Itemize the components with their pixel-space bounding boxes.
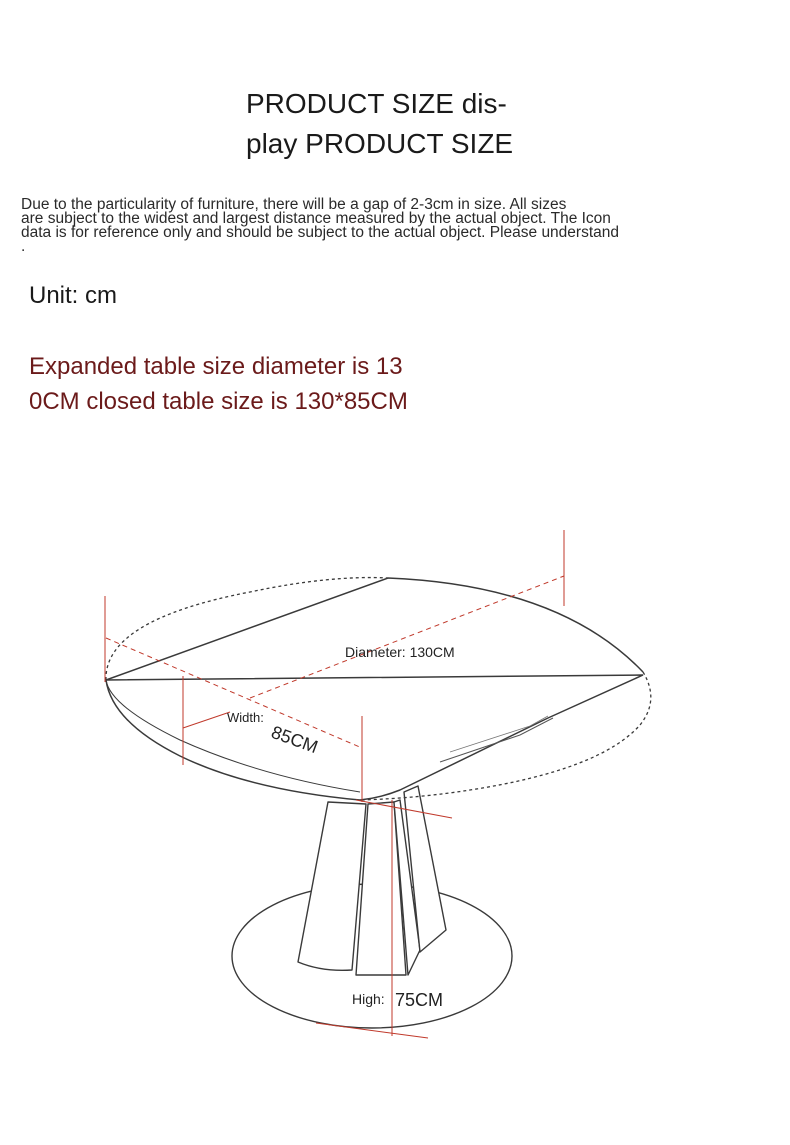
unit-label: Unit: cm <box>29 282 118 309</box>
table-top-closed-outline <box>106 675 643 800</box>
table-top-back-edge <box>106 578 643 680</box>
size-note-line-1: Expanded table size diameter is 13 <box>29 353 403 380</box>
diameter-label: Diameter: 130CM <box>345 644 455 660</box>
title-line-1: PRODUCT SIZE dis- <box>246 88 507 119</box>
disclaimer-line-4: . <box>21 238 26 255</box>
size-note-line-2: 0CM closed table size is 130*85CM <box>29 388 408 415</box>
title-line-2: play PRODUCT SIZE <box>246 128 514 159</box>
disclaimer-line-3: data is for reference only and should be subject to the actual object. Please understand <box>21 224 619 241</box>
table-pedestal <box>298 786 446 975</box>
disclaimer-line-1: Due to the particularity of furniture, there will be a gap of 2-3cm in size. All sizes <box>21 196 567 213</box>
height-value: 75CM <box>395 990 444 1010</box>
width-value: 85CM <box>268 721 321 758</box>
disclaimer-line-2: are subject to the widest and largest distance measured by the actual object. The Icon <box>21 210 611 227</box>
width-label: Width: <box>227 710 264 725</box>
table-top-rim <box>106 680 360 792</box>
table-top-extension-seam-2 <box>450 716 548 752</box>
height-label: High: <box>352 991 385 1007</box>
